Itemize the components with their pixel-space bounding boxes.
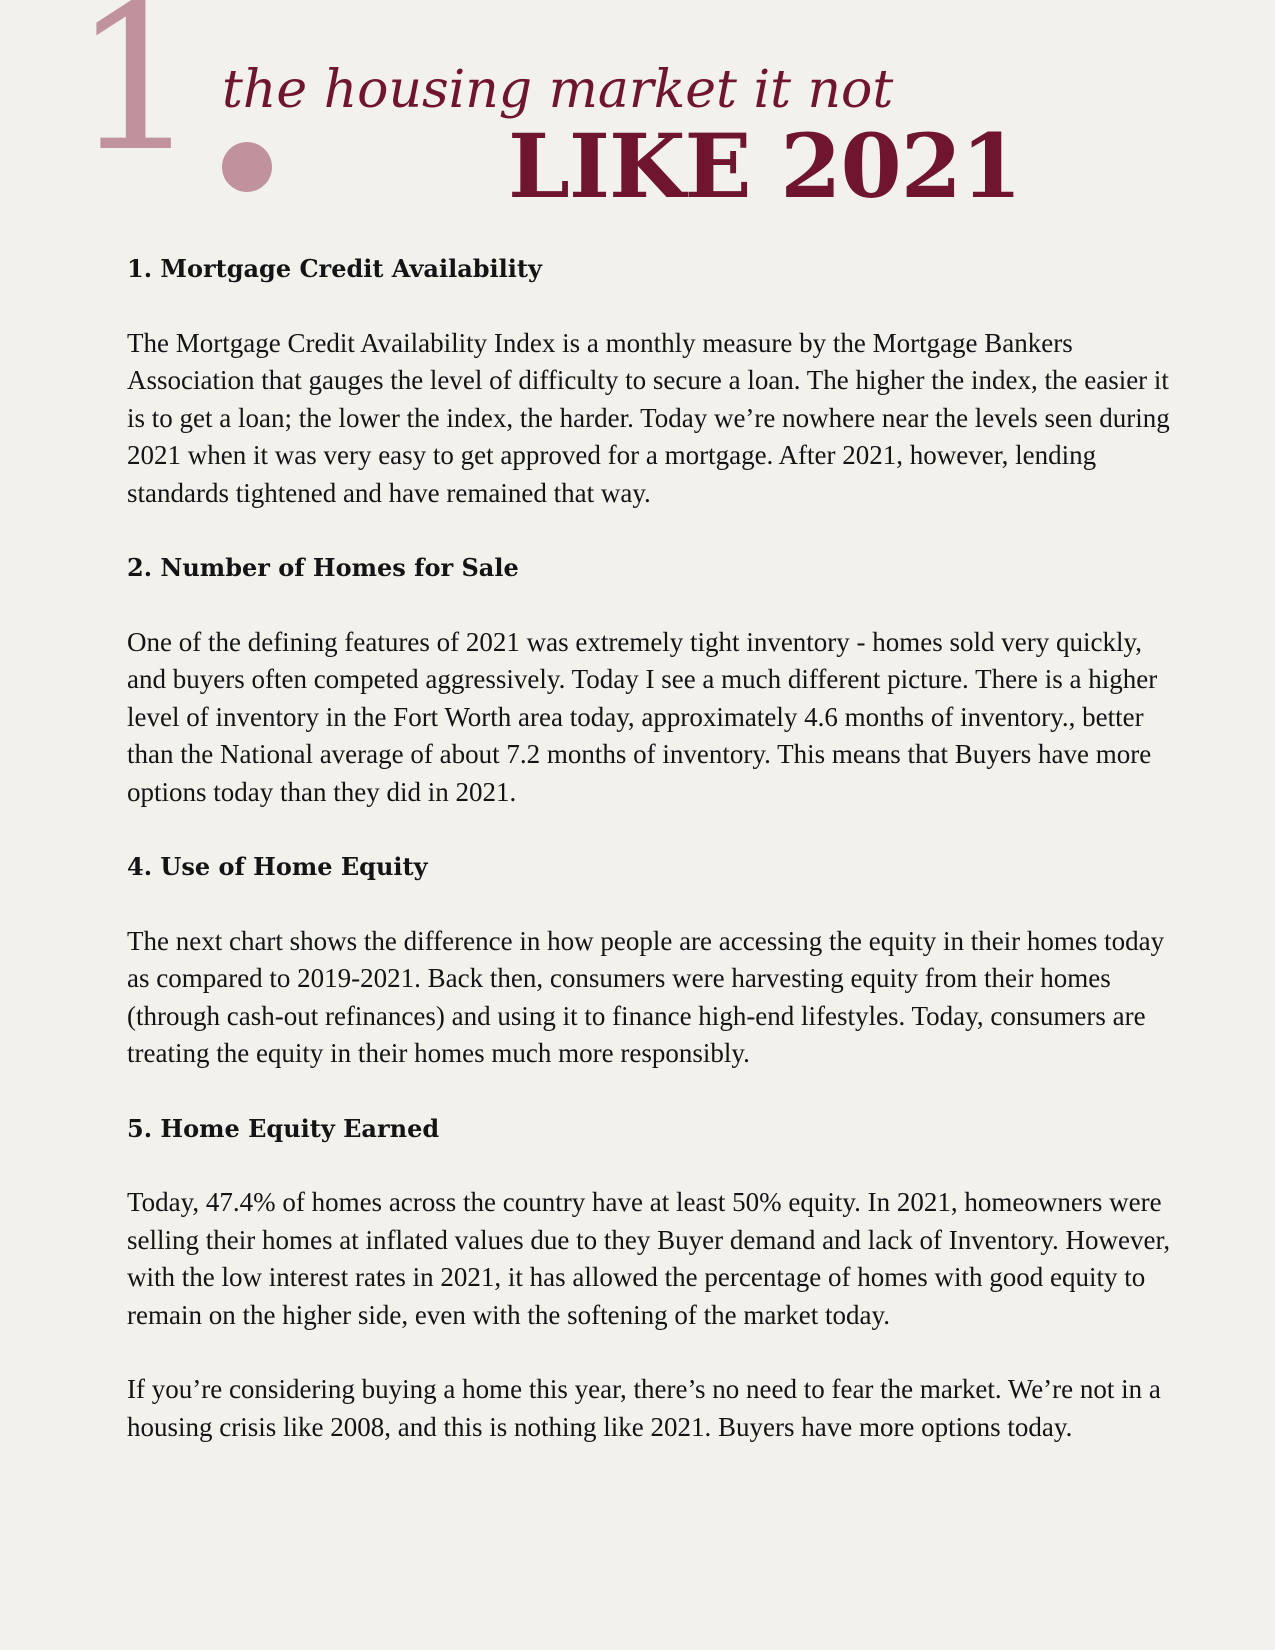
section-body-home-equity-use: The next chart shows the difference in how people are accessing the equity in their homes today as compared to 2019-2021. Back then, consumers were harvesting equity from their homes (through cash-out refinances) and using it to finance high-end lifestyles. Today, consumers are treating the equity in their homes much more responsibly. <box>127 925 1165 1068</box>
page-subtitle: the housing market it not <box>222 60 894 120</box>
section-body-mortgage-credit: The Mortgage Credit Availability Index is a monthly measure by the Mortgage Bankers Association that gauges the level of difficulty to secure a loan. The higher the index, the easier it is to get a loan; the lower the index, the harder. Today we’re nowhere near the levels seen during 2021 when it was very easy to get approved for a mortgage. After 2021, however, lending standards tightened and have remained that way. <box>127 327 1170 508</box>
section-body-home-equity-earned: Today, 47.4% of homes across the country have at least 50% equity. In 2021, homeowners were selling their homes at inflated values due to they Buyer demand and lack of Inventory. However, with the low interest rates in 2021, it has allowed the percentage of homes with good equity to remain on the higher side, even with the softening of the market today. <box>127 1187 1171 1330</box>
section-body-homes-for-sale: One of the defining features of 2021 was extremely tight inventory - homes sold very quickly, and buyers often competed aggressively. Today I see a much different picture. There is a higher level of inventory in the Fort Worth area today, approximately 4.6 months of inventory., better than the National average of about 7.2 months of inventory. This means that Buyers have more options today than they did in 2021. <box>127 626 1158 807</box>
chapter-number: 1 <box>72 0 196 196</box>
section-heading-home-equity-use: 4. Use of Home Equity <box>127 852 428 881</box>
section-heading-homes-for-sale: 2. Number of Homes for Sale <box>127 553 519 582</box>
closing-paragraph: If you’re considering buying a home this year, there’s no need to fear the market. We’re not in a housing crisis like 2008, and this is nothing like 2021. Buyers have more options today. <box>127 1374 1161 1442</box>
page-title: LIKE 2021 <box>508 114 1022 218</box>
section-heading-mortgage-credit: 1. Mortgage Credit Availability <box>127 254 542 283</box>
chapter-number-dot <box>222 142 272 192</box>
section-heading-home-equity-earned: 5. Home Equity Earned <box>127 1113 440 1143</box>
article-body <box>127 250 1187 1483</box>
